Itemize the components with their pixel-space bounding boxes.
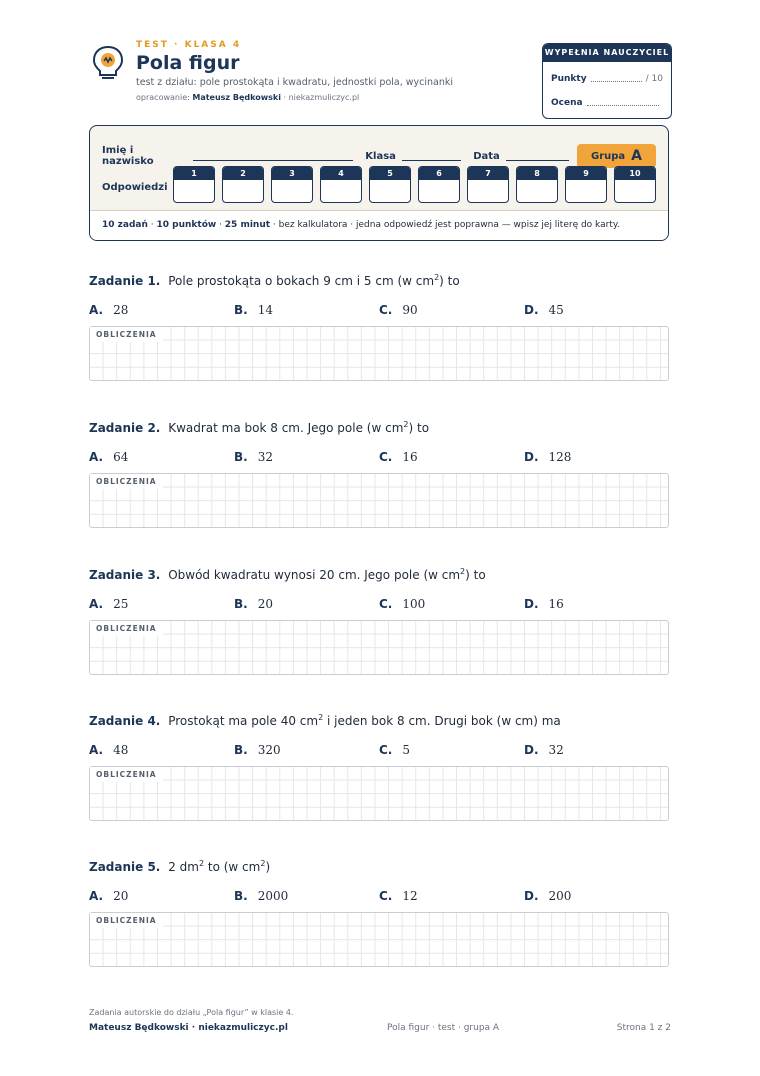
group-badge: [577, 144, 656, 168]
brand-block: [136, 40, 453, 102]
instr-rest: · bez kalkulatora · jedna odpowiedź jest poprawna — wpisz jej literę do karty.: [270, 220, 620, 230]
calculation-label: OBLICZENIA: [90, 327, 163, 342]
option-letter: C.: [379, 889, 393, 903]
task-4: [89, 713, 669, 821]
option-letter: D.: [524, 597, 539, 611]
answer-box-number: 4: [321, 167, 361, 180]
option-letter: A.: [89, 450, 104, 464]
option-d[interactable]: [524, 303, 669, 317]
calculation-label: OBLICZENIA: [90, 767, 163, 782]
calculation-area[interactable]: [89, 766, 669, 821]
option-a[interactable]: [89, 743, 234, 757]
calculation-area[interactable]: [89, 620, 669, 675]
option-d[interactable]: [524, 597, 669, 611]
task-text-after: i jeden bok 8 cm. Drugi bok (w cm) ma: [323, 714, 561, 728]
name-label: Imię i nazwisko: [102, 145, 154, 167]
option-d[interactable]: [524, 450, 669, 464]
credits-site: · niekazmuliczyc.pl: [280, 93, 360, 102]
task-text-after: to (w cm: [204, 860, 261, 874]
option-c[interactable]: [379, 597, 524, 611]
footer-doc-info: Pola figur · test · grupa A: [387, 1023, 500, 1033]
task-text: Pole prostokąta o bokach 9 cm i 5 cm (w cm: [168, 274, 435, 288]
answer-boxes: [173, 166, 656, 203]
answer-box-number: 10: [615, 167, 655, 180]
option-a[interactable]: [89, 303, 234, 317]
option-b[interactable]: [234, 889, 379, 903]
option-letter: D.: [524, 743, 539, 757]
option-b[interactable]: [234, 303, 379, 317]
option-letter: A.: [89, 743, 104, 757]
task-1: [89, 273, 669, 381]
option-letter: B.: [234, 597, 248, 611]
option-value: 64: [113, 450, 129, 464]
grade-row[interactable]: [543, 90, 671, 112]
date-label: Data: [473, 150, 500, 162]
calculation-label: OBLICZENIA: [90, 621, 163, 636]
option-value: 20: [113, 889, 129, 903]
answer-options: [89, 303, 669, 317]
class-label: Klasa: [365, 150, 396, 162]
task-text: Kwadrat ma bok 8 cm. Jego pole (w cm: [168, 421, 404, 435]
task-text-after: ) to: [465, 568, 486, 582]
answer-box-number: 1: [174, 167, 214, 180]
lightbulb-logo-icon: [90, 44, 126, 82]
teacher-box: [542, 43, 672, 119]
answer-box-7[interactable]: [467, 166, 509, 203]
option-value: 48: [113, 743, 129, 757]
task-text: 2 dm: [168, 860, 199, 874]
answer-box-number: 8: [517, 167, 557, 180]
task-question: [89, 713, 669, 728]
answer-box-1[interactable]: [173, 166, 215, 203]
answer-box-10[interactable]: [614, 166, 656, 203]
option-value: 200: [548, 889, 572, 903]
class-field[interactable]: [402, 160, 461, 161]
instr-sep: ·: [216, 220, 225, 230]
option-value: 100: [402, 597, 426, 611]
task-text-after: ) to: [408, 421, 430, 435]
instr-points: 10 punktów: [156, 220, 217, 230]
points-max: / 10: [645, 74, 663, 84]
option-value: 90: [402, 303, 418, 317]
answer-box-number: 2: [223, 167, 263, 180]
grade-label: Ocena: [551, 98, 583, 108]
task-5: [89, 859, 669, 967]
task-number: Zadanie 4.: [89, 714, 161, 728]
answer-options: [89, 743, 669, 757]
footer-author: Mateusz Będkowski · niekazmuliczyc.pl: [89, 1023, 288, 1033]
option-value: 12: [402, 889, 418, 903]
page-subtitle: test z działu: pole prostokąta i kwadratu, jednostki pola, wycinanki: [136, 77, 454, 88]
task-text-end: ): [265, 860, 271, 874]
option-value: 32: [548, 743, 564, 757]
task-question: [89, 420, 669, 435]
group-letter: A: [631, 148, 642, 164]
option-letter: C.: [379, 450, 393, 464]
option-c[interactable]: [379, 743, 524, 757]
answer-box-2[interactable]: [222, 166, 264, 203]
option-letter: B.: [234, 889, 248, 903]
option-value: 16: [548, 597, 564, 611]
task-text: Obwód kwadratu wynosi 20 cm. Jego pole (w cm: [168, 568, 461, 582]
option-value: 32: [257, 450, 273, 464]
option-value: 5: [402, 743, 411, 757]
credits-prefix: opracowanie:: [136, 93, 193, 102]
option-letter: D.: [524, 450, 539, 464]
task-text-after: ) to: [439, 274, 460, 288]
instr-time: 25 minut: [224, 220, 271, 230]
page-number: Strona 1 z 2: [616, 1023, 671, 1033]
points-label: Punkty: [551, 74, 587, 84]
option-value: 25: [113, 597, 129, 611]
answer-options: [89, 889, 669, 903]
calculation-area[interactable]: [89, 326, 669, 381]
option-b[interactable]: [234, 450, 379, 464]
superscript: 2: [198, 859, 205, 868]
option-c[interactable]: [379, 450, 524, 464]
task-text: Prostokąt ma pole 40 cm: [168, 714, 319, 728]
superscript: 2: [403, 420, 409, 429]
teacher-box-title: WYPEŁNIA NAUCZYCIEL: [543, 44, 671, 62]
points-field[interactable]: [591, 81, 642, 82]
option-value: 14: [257, 303, 273, 317]
option-value: 20: [257, 597, 273, 611]
option-letter: D.: [524, 303, 539, 317]
points-row[interactable]: [543, 62, 671, 90]
option-b[interactable]: [234, 597, 379, 611]
answer-box-8[interactable]: [516, 166, 558, 203]
option-letter: B.: [234, 743, 248, 757]
option-value: 128: [548, 450, 572, 464]
option-letter: C.: [379, 743, 393, 757]
superscript: 2: [434, 273, 440, 282]
group-label: Grupa: [590, 150, 626, 162]
option-letter: B.: [234, 303, 248, 317]
answer-box-4[interactable]: [320, 166, 362, 203]
option-letter: D.: [524, 889, 539, 903]
answer-options: [89, 450, 669, 464]
student-info-row: [102, 144, 656, 168]
task-3: [89, 567, 669, 675]
option-letter: A.: [89, 303, 104, 317]
calculation-area[interactable]: [89, 912, 669, 967]
option-a[interactable]: [89, 450, 234, 464]
task-number: Zadanie 5.: [89, 860, 161, 874]
calculation-label: OBLICZENIA: [90, 913, 163, 928]
option-c[interactable]: [379, 303, 524, 317]
answer-box-number: 9: [566, 167, 606, 180]
date-field[interactable]: [506, 160, 569, 161]
calculation-label: OBLICZENIA: [90, 474, 163, 489]
option-value: 2000: [257, 889, 289, 903]
option-a[interactable]: [89, 597, 234, 611]
answers-label: Odpowiedzi: [102, 182, 168, 193]
task-2: [89, 420, 669, 528]
name-field[interactable]: [193, 160, 353, 161]
option-value: 320: [257, 743, 281, 757]
answer-box-5[interactable]: [369, 166, 411, 203]
option-c[interactable]: [379, 889, 524, 903]
option-letter: A.: [89, 889, 104, 903]
option-letter: A.: [89, 597, 104, 611]
credits-author: Mateusz Będkowski: [192, 93, 281, 102]
option-value: 16: [402, 450, 418, 464]
credits: [136, 93, 453, 102]
option-letter: C.: [379, 303, 393, 317]
task-number: Zadanie 3.: [89, 568, 161, 582]
instr-sep: ·: [147, 220, 157, 230]
answer-box-number: 6: [419, 167, 459, 180]
task-number: Zadanie 2.: [89, 421, 161, 435]
superscript: 2: [460, 567, 466, 576]
answer-box-6[interactable]: [418, 166, 460, 203]
superscript: 2: [260, 859, 266, 868]
option-letter: B.: [234, 450, 248, 464]
task-number: Zadanie 1.: [89, 274, 161, 288]
footer-note: Zadania autorskie do działu „Pola figur” w klasie 4.: [89, 1008, 294, 1017]
task-question: [89, 567, 669, 582]
answer-box-number: 5: [370, 167, 410, 180]
option-a[interactable]: [89, 889, 234, 903]
answer-card: [89, 125, 669, 241]
page-header: [90, 40, 672, 122]
page-title: Pola figur: [136, 52, 240, 74]
option-letter: C.: [379, 597, 393, 611]
superscript: 2: [318, 713, 324, 722]
answer-box-number: 3: [272, 167, 312, 180]
answer-box-9[interactable]: [565, 166, 607, 203]
option-value: 45: [548, 303, 564, 317]
option-d[interactable]: [524, 743, 669, 757]
card-instructions: [90, 210, 668, 240]
task-question: [89, 859, 669, 874]
answer-box-3[interactable]: [271, 166, 313, 203]
option-b[interactable]: [234, 743, 379, 757]
test-kicker: TEST · KLASA 4: [136, 40, 242, 50]
answer-box-number: 7: [468, 167, 508, 180]
task-question: [89, 273, 669, 288]
option-value: 28: [113, 303, 129, 317]
grade-field[interactable]: [587, 105, 659, 106]
answer-options: [89, 597, 669, 611]
instr-tasks: 10 zadań: [102, 220, 148, 230]
calculation-area[interactable]: [89, 473, 669, 528]
option-d[interactable]: [524, 889, 669, 903]
